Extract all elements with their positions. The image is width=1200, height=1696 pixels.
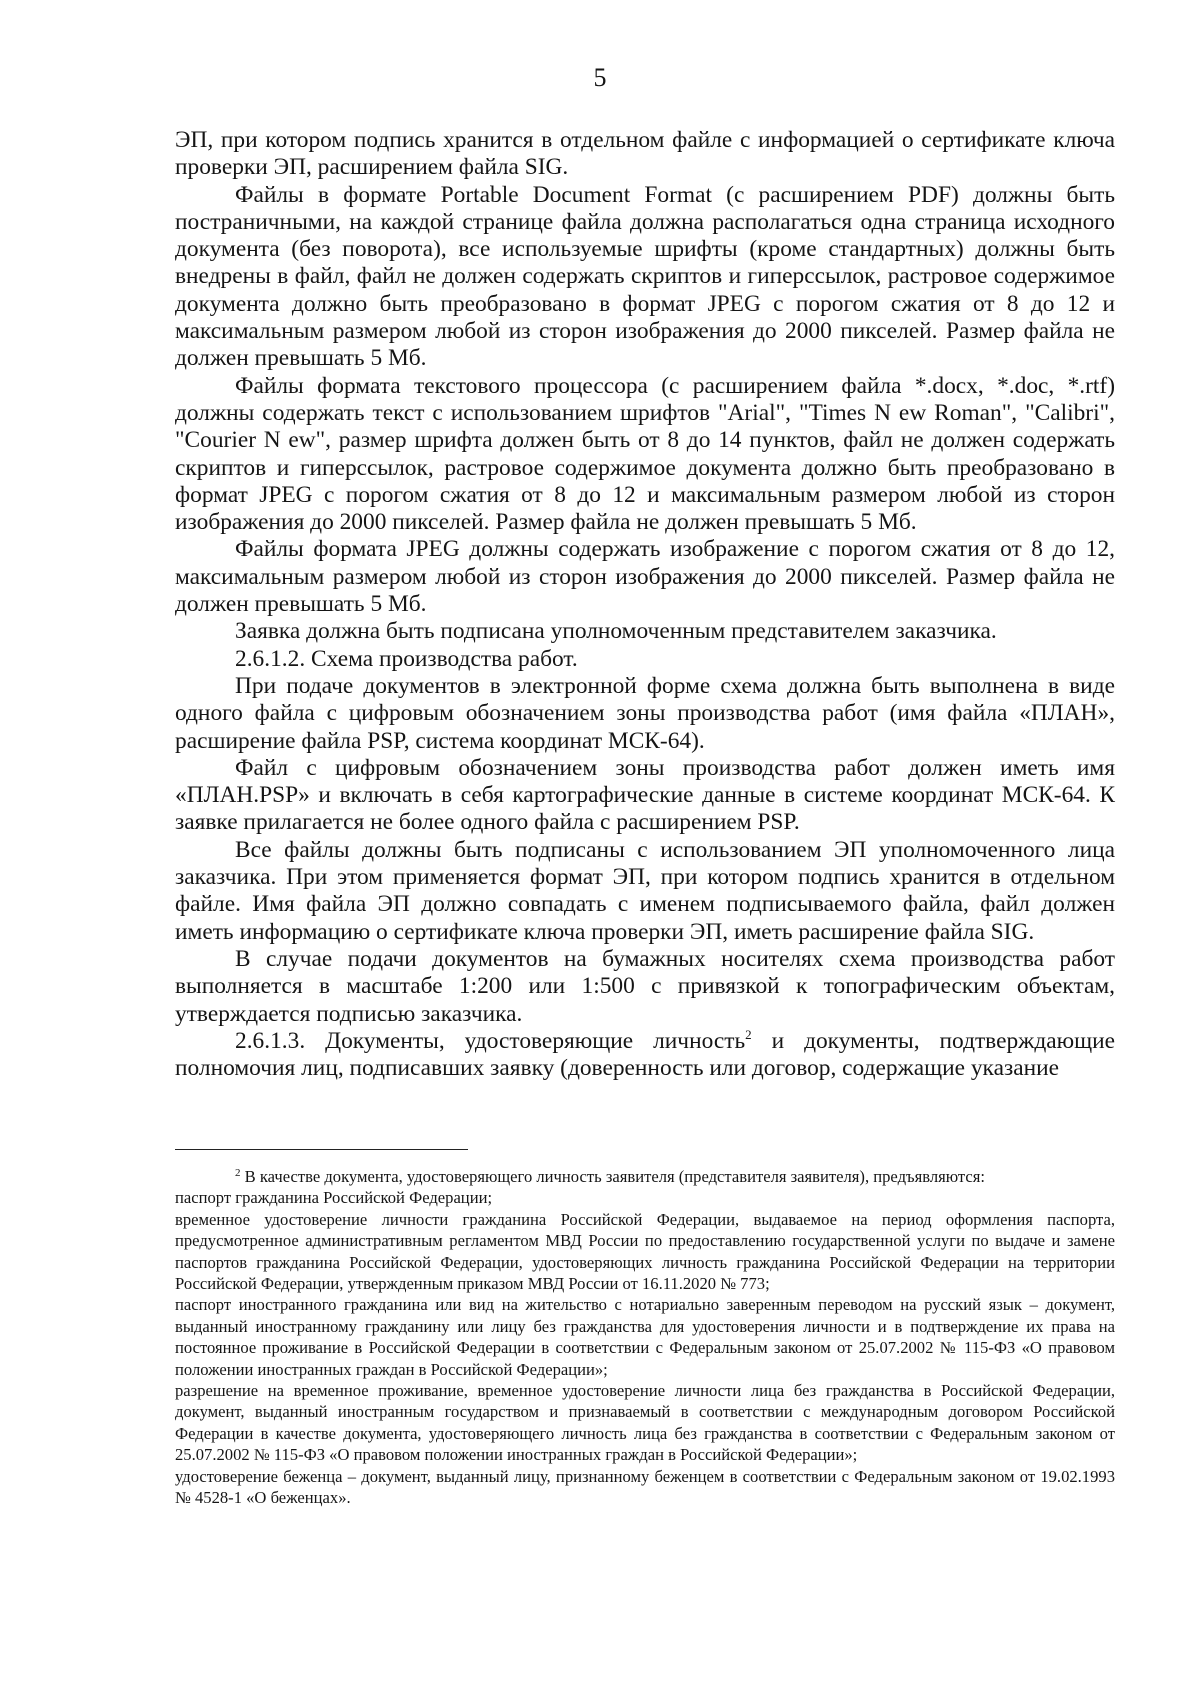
paragraph: Файлы в формате Portable Document Format (с расширением PDF) должны быть постраничными, на каждой странице файла должна располагаться одна страница исходного документа (без поворота), все используемые шрифты (кроме стандартных) должны быть внедрены в файл, файл не должен содержать скриптов и гиперссылок, растровое содержимое документа должно быть преобразовано в формат JPEG с порогом сжатия от 8 до 12 и максимальным размером любой из сторон изображения до 2000 пикселей. Размер файла не должен превышать 5 Мб. bbox=[175, 181, 1115, 372]
body-text bbox=[175, 127, 1115, 1082]
paragraph: Заявка должна быть подписана уполномоченным представителем заказчика. bbox=[235, 618, 997, 645]
footnote-marker: 2 bbox=[235, 1167, 241, 1179]
footnotes bbox=[175, 1166, 1115, 1509]
paragraph: Файлы формата JPEG должны содержать изображение с порогом сжатия от 8 до 12, максимальным размером любой из сторон изображения до 2000 пикселей. Размер файла не должен превышать 5 Мб. bbox=[175, 536, 1115, 618]
paragraph: Файл с цифровым обозначением зоны производства работ должен иметь имя «ПЛАН.PSP» и включать в себя картографические данные в системе координат МСК-64. К заявке прилагается не более одного файла с расширением PSP. bbox=[175, 754, 1115, 836]
paragraph-text-start: 2.6.1.3. Документы, удостоверяющие личность bbox=[235, 1027, 746, 1054]
footnote-item: паспорт иностранного гражданина или вид на жительство с нотариально заверенным переводом на русский язык – документ, выданный иностранному гражданину или лицу без гражданства для удостоверения личности и в подтверждение их права на постоянное проживание в Российской Федерации в соответствии с Федеральным законом от 25.07.2002 № 115-ФЗ «О правовом положении иностранных граждан в Российской Федерации»; bbox=[175, 1295, 1115, 1379]
footnote-item: разрешение на временное проживание, временное удостоверение личности лица без гражданства в Российской Федерации, документ, выданный иностранным государством и признаваемый в соответствии с международным договором Российской Федерации в качестве документа, удостоверяющего личность лица без гражданства в соответствии с Федеральным законом от 25.07.2002 № 115-ФЗ «О правовом положении иностранных граждан в Российской Федерации»; bbox=[175, 1381, 1115, 1465]
paragraph-text-end: и документы, подтверждающие полномочия лиц, подписавших заявку (доверенность или договор, содержащие указание bbox=[175, 1027, 1115, 1082]
paragraph: При подаче документов в электронной форме схема должна быть выполнена в виде одного файла с цифровым обозначением зоны производства работ (имя файла «ПЛАН», расширение файла PSP, система координат МСК-64). bbox=[175, 672, 1115, 754]
page-number: 5 bbox=[593, 63, 607, 92]
paragraph: В случае подачи документов на бумажных носителях схема производства работ выполняется в масштабе 1:200 или 1:500 с привязкой к топографическим объектам, утверждается подписью заказчика. bbox=[175, 945, 1115, 1027]
paragraph: Все файлы должны быть подписаны с использованием ЭП уполномоченного лица заказчика. При этом применяется формат ЭП, при котором подпись хранится в отдельном файле. Имя файла ЭП должно совпадать с именем подписываемого файла, файл должен иметь информацию о сертификате ключа проверки ЭП, иметь расширение файла SIG. bbox=[175, 836, 1115, 945]
footnote-reference: 2 bbox=[745, 1026, 752, 1042]
footnote-item: временное удостоверение личности гражданина Российской Федерации, выдаваемое на период оформления паспорта, предусмотренное административным регламентом МВД России по предоставлению государственной услуги по выдаче и замене паспортов гражданина Российской Федерации, удостоверяющих личность гражданина Российской Федерации на территории Российской Федерации, утвержденным приказом МВД России от 16.11.2020 № 773; bbox=[175, 1209, 1115, 1294]
footnote-head-text: В качестве документа, удостоверяющего личность заявителя (представителя заявителя), предъявляются: bbox=[240, 1167, 985, 1186]
footnote-item: удостоверение беженца – документ, выданный лицу, признанному беженцем в соответствии с Федеральным законом от 19.02.1993 № 4528-1 «О беженцах». bbox=[175, 1466, 1115, 1508]
section-heading: 2.6.1.2. Схема производства работ. bbox=[235, 645, 578, 672]
paragraph: Файлы формата текстового процессора (с расширением файла *.docx, *.doc, *.rtf) должны содержать текст с использованием шрифтов "Arial", "Times N ew Roman", "Calibri", "Courier N ew", размер шрифта должен быть от 8 до 14 пунктов, файл не должен содержать скриптов и гиперссылок, растровое содержимое документа должно быть преобразовано в формат JPEG с порогом сжатия от 8 до 12 и максимальным размером любой из сторон изображения до 2000 пикселей. Размер файла не должен превышать 5 Мб. bbox=[175, 372, 1115, 536]
footnote-head bbox=[175, 1166, 1115, 1187]
footnote-separator bbox=[175, 1149, 468, 1150]
footnote-item: паспорт гражданина Российской Федерации; bbox=[175, 1188, 493, 1208]
paragraph: ЭП, при котором подпись хранится в отдельном файле с информацией о сертификате ключа проверки ЭП, расширением файла SIG. bbox=[175, 127, 1115, 181]
paragraph-with-footnote-ref bbox=[175, 1028, 1115, 1083]
